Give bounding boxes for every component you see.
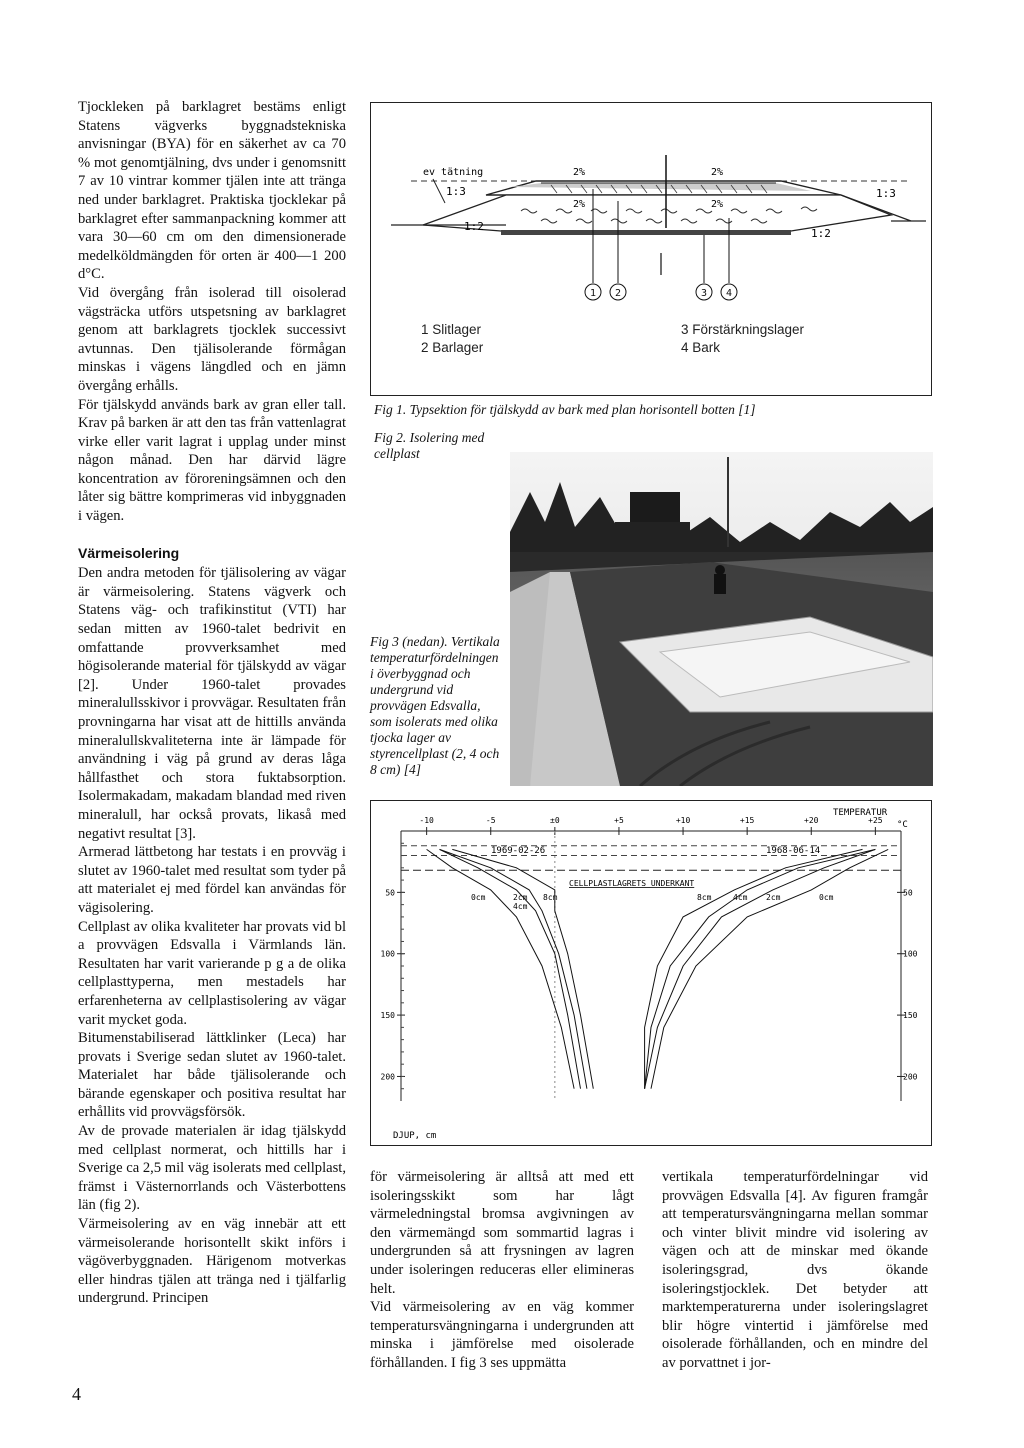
legend-item: 2 Barlager [421,340,484,355]
fig1-box [370,102,932,396]
x-tick-label: ±0 [550,816,560,825]
label-grade: 2% [573,167,586,178]
label-slope-left: 1:3 [446,185,466,198]
marker-1: 1 [589,288,597,299]
label-slope-right: 1:3 [876,187,896,200]
date-left: 1969-02-26 [491,846,546,856]
curve-label: 4cm [513,902,528,911]
curve-label: 8cm [543,893,558,902]
paragraph: vertikala temperaturfördelningar vid provvägen Edsvalla [4]. Av figuren framgår att temperatursvängningarna mellan sommar och vinter blivit mindre vid isolering av vägen och att de minskar med ökande isoleringsgrad, dvs ökande isoleringstjocklek. Det betyder att marktemperaturerna under isoleringslagret blir högre vintertid i jämförelse med oisolerade förhållanden, och en mindre del av porvattnet i jor- [662,1169,928,1371]
paragraph: Armerad lättbetong har testats i en provväg i slutet av 1960-talet med resultat som tyder på att materialet ej med fördel kan användas för vägisolering. [78,844,346,916]
x-tick-label: +5 [614,816,624,825]
fig1-road-section-diagram [371,103,930,313]
fig3-caption: Fig 3 (nedan). Vertikala temperaturfördelningen i överbyggnad och undergrund vid provvägen Edsvalla, som isolerats med olika tjocka lager av styrencellplast (2, 4 och 8 cm) [4] [370,634,500,777]
x-tick-label: -10 [419,816,434,825]
y-axis-title: DJUP, cm [393,1131,437,1141]
fig2-photo [510,452,933,786]
y-tick-label: 150 [380,1011,395,1021]
x-tick-label: -5 [485,816,496,825]
legend-item: 1 Slitlager [421,322,482,337]
curve-label: 8cm [697,893,712,902]
label-grade: 2% [711,199,724,210]
paragraph: Av de provade materialen är idag tjälskydd med cellplast normerat, och hittills har i Sverige ca 2,5 mil väg isolerats med cellplast, främst i Västernorrlands och Västerbottens län (fig 2). [78,1123,346,1214]
layer-label: CELLPLASTLAGRETS UNDERKANT [569,879,695,888]
x-tick-label: +20 [804,816,819,825]
series-line [440,849,587,1088]
x-tick-label: +10 [675,816,691,825]
curve-label: 0cm [471,893,486,902]
marker-2: 2 [614,288,622,299]
y-tick-label: 200 [380,1072,395,1082]
x-tick-label: +25 [868,816,883,825]
label-grade: 2% [573,199,586,210]
page-number: 4 [72,1384,81,1404]
left-column [78,98,346,1308]
legend-item: 3 Förstärkningslager [681,322,805,337]
fig3-temperature-chart [371,801,930,1144]
x-axis-title: TEMPERATUR [833,808,888,818]
y-tick-label: 200 [903,1072,918,1082]
y-tick-label: 50 [903,888,913,898]
right-column-2 [662,1168,928,1373]
curve-label: 4cm [733,893,748,902]
y-tick-label: 50 [385,888,395,898]
right-column-1 [370,1168,634,1373]
date-right: 1968-06-14 [766,846,821,856]
label-slope-2b: 1:2 [811,227,831,240]
cellplast-road-photo [510,452,933,786]
marker-3: 3 [700,288,708,299]
paragraph: Värmeisolering av en väg innebär att ett värmeisolerande horisontellt skikt införs i vägöverbyggnaden. Härigenom motverkas eller hindras tjälen att tränga ned i tjälfarlig undergrund. Principen [78,1216,346,1307]
y-tick-label: 100 [903,949,918,959]
x-axis-unit: °C [897,820,908,830]
label-grade: 2% [711,167,724,178]
fig1-legend-left [421,321,483,357]
paragraph: Tjockleken på barklagret bestäms enligt Statens vägverks byggnadstekniska anvisningar (BYA) för en säkerhet av ca 70 % mot genomtjälning, dvs under i genomsnitt 7 av 10 vintrar kommer tjälen inte att tränga ned under barklagret. Praktiska tjocklekar på barklagret efter sammanpackning kommer att vara 30—60 cm om den dimensionerade medelköldmängden för orten är 400—1 200 d°C. [78,99,346,283]
marker-4: 4 [725,288,733,299]
paragraph: Vid värmeisolering av en väg kommer temperatursvängningarna i undergrunden att minska i jämförelse med oisolerade förhållanden. I fig 3 ses uppmätta [370,1299,634,1371]
section-heading: Värmeisolering [78,544,180,561]
label-tatning: ev tätning [423,167,484,178]
paragraph: Den andra metoden för tjälisolering av vägar är värmeisolering. Statens vägverk och Statens väg- och trafikinstitut (VTI) har sedan mitten av 1960-talet bedrivit en omfattande provverksamhet med högisolerande material för tjälskydd av vägar [2]. Under 1960-talet provades mineralullsskivor i provvägar. Resultaten från provningarna har visat att de hittills använda mineralullskvaliteterna inte är lämpade för användning i väg på grund av deras låga hållfasthet och stora fuktabsorption. Isolermakadam, makadam blandad med riven mineralull, har också provats, likaså med negativt resultat [3]. [78,565,346,842]
fig1-caption: Fig 1. Typsektion för tjälskydd av bark med plan horisontell botten [1] [374,402,756,417]
paragraph: Bitumenstabiliserad lättklinker (Leca) har provats i Sverige sedan slutet av 1960-talet. Materialet har både tjälisolerande och bärande egenskaper och positiva resultat har erhållits vid provvägsförsök. [78,1030,346,1121]
paragraph: Vid övergång från isolerad till oisolerad vägsträcka utförs utspetsning av barklagret genom att barklagrets tjocklek successivt avtunnas. Den tjälisolerande förmågan minskas i vägens längdled och en jämn övergång erhålls. [78,284,346,394]
y-tick-label: 150 [903,1011,918,1021]
curve-label: 0cm [819,893,834,902]
y-tick-label: 100 [380,949,395,959]
curve-label: 2cm [766,893,781,902]
paragraph: För tjälskydd används bark av gran eller tall. Krav på barken är att den tas från vattenlagrat virke eller varit lagrat i upplag under minst någon månad. Den har därvid lägre koncentration av föroreningsämnen och den låter sig bättre komprimeras vid inbyggnaden i vägen. [78,396,346,525]
label-slope-2a: 1:2 [464,220,484,233]
paragraph: Cellplast av olika kvaliteter har provats vid bl a provvägen Edsvalla i Värmlands län. Resultaten har varit varierande p g a de olika cellplasttyperna, men mestadels har erfarenheterna av cellplastisolering av vägar varit mycket goda. [78,918,346,1028]
fig1-legend-right [681,321,804,357]
series-line [427,849,574,1088]
series-line [440,849,581,1088]
x-tick-label: +15 [739,816,755,825]
legend-item: 4 Bark [681,340,721,355]
fig3-box [370,800,932,1146]
curve-label: 2cm [513,893,528,902]
fig2-caption: Fig 2. Isolering med cellplast [374,430,485,461]
paragraph: för värmeisolering är alltså att med ett isoleringsskikt som har lågt värmeledningstal bromsa avgivningen av den värmemängd som sommartid lagras i undergrunden så att frysningen av lagren under isoleringen reduceras eller elimineras helt. [370,1169,634,1297]
